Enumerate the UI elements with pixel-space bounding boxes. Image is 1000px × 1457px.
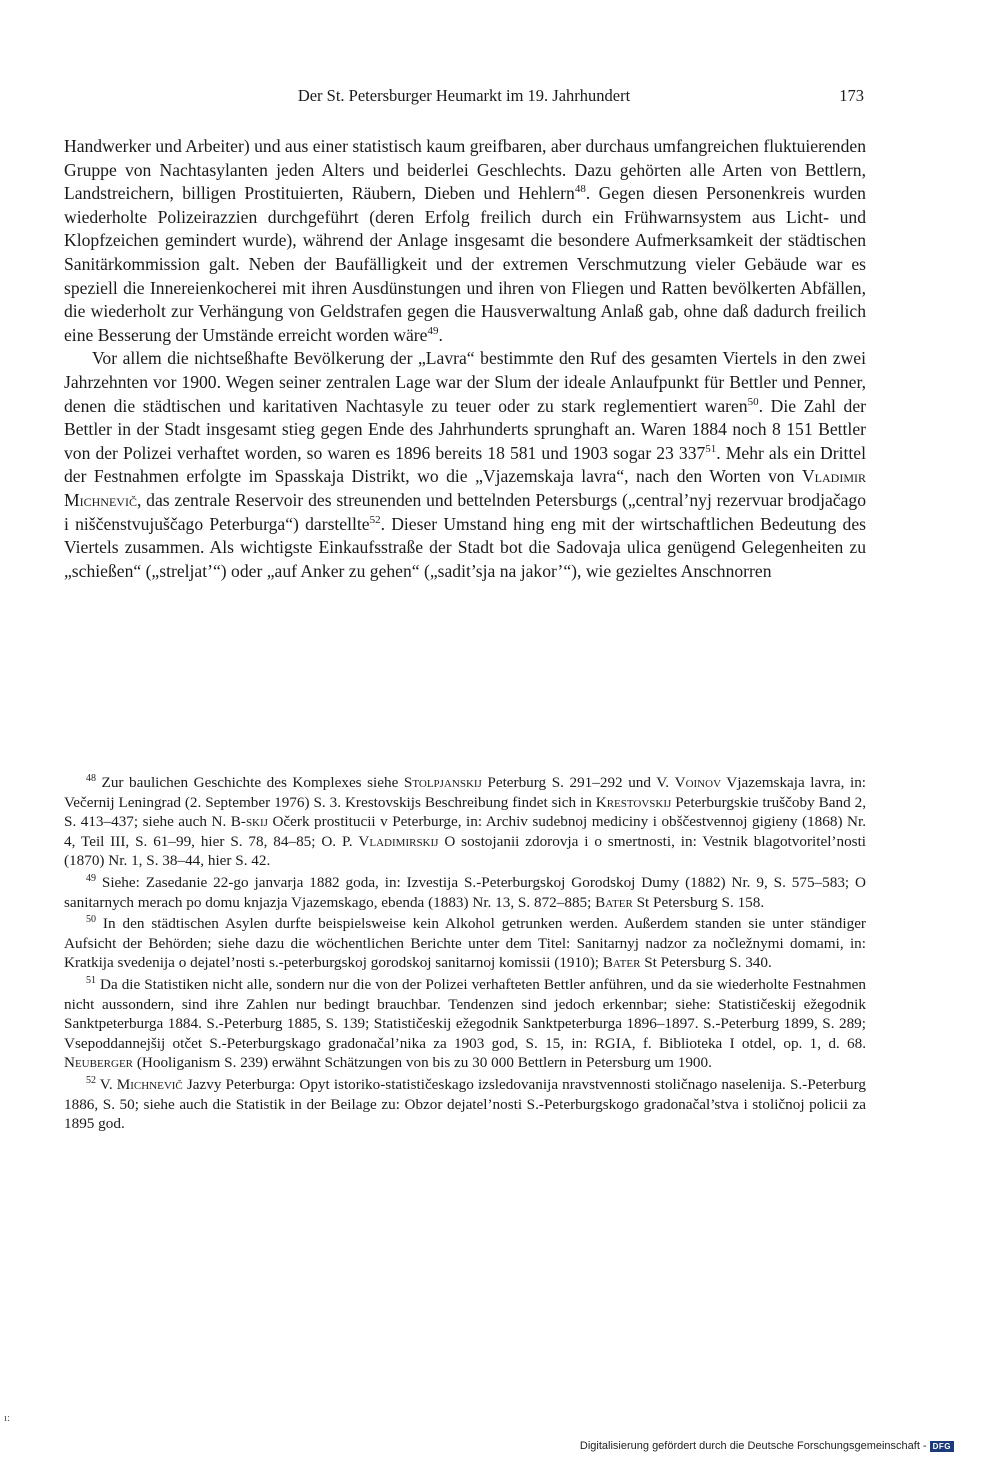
text-run: In den städtischen Asylen durfte beispielsweise kein Alkohol getrunken werden. Außerdem standen sie unter ständiger Aufsicht der Behörden; siehe dazu die wöchentlichen Berichte unter dem Titel: Sanitarnyj nadzor za nočležnymi domami, in: Kratkija svedenija o dejatel’nosti s.-peterburgskoj gorodskoj sanitarnoj komissii (1910); [64,915,866,972]
author-name: Stolpjanskij [403,774,482,791]
text-run: Peterburg S. 291–292 und V. [481,774,675,791]
footnote-number: 52 [86,1074,96,1086]
running-title: Der St. Petersburger Heumarkt im 19. Jahrhundert [297,86,631,105]
page-number: 173 [839,86,864,105]
text-run: St Petersburg S. 158. [632,893,765,911]
footnote-48 [64,773,866,871]
text-run: Očerk prostitucii v Peterburge, in: Archiv sudebnoj mediciny i obščestvennoj gigieny (1868) Nr. 4, Teil III, S. 61–99, hier S. 78, 84–85; O. P. [64,813,867,850]
footnote-number: 49 [86,872,96,884]
text-run: , das zentrale Reservoir des streunenden und bettelnden Petersburgs („central’nyj rezervuar brodjačago i niščenstvujuščago Peterburga“) darstellte [64,489,866,534]
paragraph-2 [64,347,866,583]
author-name: Michnevič [116,1075,183,1093]
author-name: Vladimirskij [358,832,439,850]
footnote-52 [64,1075,866,1134]
paragraph-1 [64,135,866,347]
text-run: Handwerker und Arbeiter) und aus einer statistisch kaum greifbaren, aber durchaus umfangreichen fluktuierenden Gruppe von Nachtasylanten jeden Alters und beiderlei Geschlechts. Dazu gehörten alle Arten von Bettlern, Landstreichern, billigen Prostituierten, Räubern, Dieben und Hehlern [64,136,866,204]
author-name: Voinov [674,774,722,791]
text-run: Zur baulichen Geschichte des Komplexes siehe [96,774,404,791]
funding-note [580,1440,954,1452]
main-text [64,135,866,583]
text-run: Siehe: Zasedanie 22-go janvarja 1882 goda, in: Izvestija S.-Peterburgskoj Gorodskoj Dumy (1882) Nr. 9, S. 575–583; O sanitarnych merach po domu knjazja Vjazemskago, ebenda (1883) Nr. 13, S. 872–885; [64,873,866,911]
text-run: . Mehr als ein Drittel der Festnahmen erfolgte im Spasskaja Distrikt, wo die „Vjazemskaja lavra“, nach den Worten von [64,442,866,487]
footnotes [64,773,866,1136]
footnote-number: 48 [86,772,96,784]
author-name: B-skij [230,813,268,831]
text-run: Jazvy Peterburga: Opyt istoriko-statističeskago izsledovanija nravstvennosti stoličnago naselenija. S.-Peterburg 1886, S. 50; siehe auch die Statistik in der Beilage zu: Obzor dejatel’nosti S.-Peterburgskogo gradonačal’stva i stoličnoj policii za 1895 god. [64,1075,867,1133]
text-run: (Hooliganism S. 239) erwähnt Schätzungen von bis zu 30 000 Bettlern in Petersburg um 1900. [133,1054,712,1072]
author-name: Krestovskij [595,793,672,811]
author-name: Neuberger [64,1054,134,1072]
text-run: V. [96,1075,117,1093]
footnote-49 [64,873,866,912]
footnote-ref-48[interactable]: 48 [574,183,586,196]
footnote-ref-50[interactable]: 50 [747,395,759,408]
author-name: Vladimir Michnevič [64,466,866,510]
footnote-number: 51 [86,974,96,986]
footnote-ref-51[interactable]: 51 [705,442,717,455]
text-run: Vor allem die nichtseßhafte Bevölkerung der „Lavra“ bestimmte den Ruf des gesamten Viertels in den zwei Jahrzehnten vor 1900. Wegen seiner zentralen Lage war der Slum der ideale Anlaufpunkt für Bettler und Penner, denen die städtischen und karitativen Nachtasyle zu teuer oder zu stark reglementiert waren [64,348,866,416]
footnote-number: 50 [86,914,96,926]
funding-text: Digitalisierung gefördert durch die Deutsche Forschungsgemeinschaft - [579,1440,927,1452]
text-run: St Petersburg S. 340. [640,954,772,972]
text-run: . Dieser Umstand hing eng mit der wirtschaftlichen Bedeutung des Viertels zusammen. Als wichtigste Einkaufsstraße der Stadt bot die Sadovaja ulica genügend Gelegenheiten zu „schießen“ („streljat’“) oder „auf Anker zu gehen“ („sadit’sja na jakor’“), wie gezieltes Anschnorren [64,513,866,581]
text-run: Peterburgskie truščoby Band 2, S. 413–437; siehe auch N. [64,793,866,831]
author-name: Bater [595,893,633,911]
footnote-ref-49[interactable]: 49 [427,324,439,337]
text-run: . Die Zahl der Bettler in der Stadt insgesamt stieg gegen Ende des Jahrhunderts sprunghaft an. Waren 1884 noch 8 151 Bettler von der Polizei verhaftet worden, so waren es 1896 bereits 18 581 und 1903 sogar 23 337 [64,395,867,463]
text-run: O sostojanii zdorovja i o smertnosti, in: Vestnik blagotvoritel’nosti (1870) Nr. 1, S. 38–44, hier S. 42. [64,832,867,870]
footnote-50 [64,914,866,973]
running-header [64,86,864,110]
dfg-logo-icon: DFG [930,1441,954,1452]
footnote-51 [64,975,866,1073]
footnote-ref-52[interactable]: 52 [369,513,381,526]
text-run: Da die Statistiken nicht alle, sondern nur die von der Polizei verhafteten Bettler anführen, und da sie wiederholte Festnahmen nicht aussondern, sind ihre Zahlen nur bedingt brauchbar. Tendenzen sind jedoch erkennbar; siehe: Statističeskij ežegodnik Sanktpeterburga 1884. S.-Peterburg 1885, S. 139; Statističeskij ežegodnik Sanktpeterburga 1896–1897. S.-Peterburg 1899, S. 289; Vsepoddannejšij otčet S.-Peterburgskago gradonačal’nika za 1903 god, S. 15, in: RGIA, f. Biblioteka I otdel, op. 1, d. 68. [64,975,866,1052]
text-run: . [438,324,443,345]
margin-mark: ı: [4,1412,11,1424]
text-run: . Gegen diesen Personenkreis wurden wiederholte Polizeirazzien durchgeführt (deren Erfolg freilich durch ein Frühwarnsystem aus Licht- und Klopfzeichen gemindert wurde), während der Anlage insgesamt die besondere Aufmerksamkeit der städtischen Sanitärkommission galt. Neben der Baufälligkeit und der extremen Verschmutzung vieler Gebäude war es speziell die Innereienkocherei mit ihren Ausdünstungen und ihren von Fliegen und Ratten bevölkerten Abfällen, die wiederholt zur Verhängung von Geldstrafen gegen die Hausverwaltung Anlaß gab, ohne daß dadurch freilich eine Besserung der Umstände erreicht worden wäre [64,183,866,345]
author-name: Bater [602,954,641,972]
text-run: Vjazemskaja lavra, in: Večernij Leningrad (2. September 1976) S. 3. Krestovskijs Beschreibung findet sich in [64,774,867,811]
